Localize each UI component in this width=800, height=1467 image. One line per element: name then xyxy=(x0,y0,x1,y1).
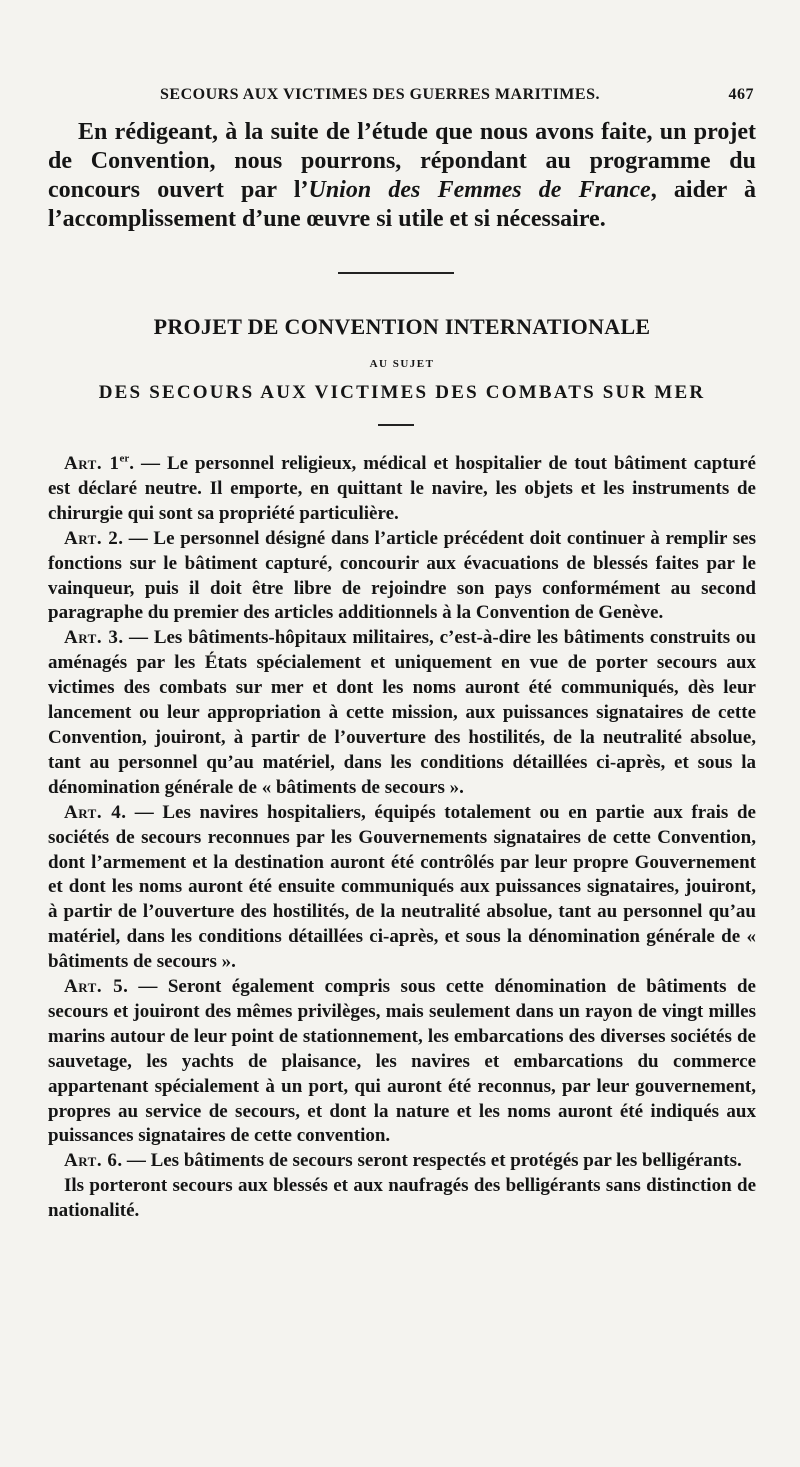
article-label: Art. 5 xyxy=(64,976,124,998)
article-text: . — Seront également compris sous cette dénomination de bâtiments de secours et jouiront des mêmes privilèges, mais seulement dans un rayon de vingt milles marins autour de leur point de stationnement, les embarcations des diverses sociétés de sauvetage, les yachts de plaisance, les navires et embarcations du commerce appartenant spécialement à un port, qui auront été reconnus, par leur gouvernement, propres au service de secours, et dont la nature et les noms auront été indiqués aux puissances signataires de cette convention. xyxy=(48,976,756,1147)
separator-rule xyxy=(338,272,454,274)
article-6-continuation xyxy=(48,1174,756,1224)
article-3 xyxy=(48,626,756,800)
page-number: 467 xyxy=(728,86,754,103)
section-title-line2: DES SECOURS AUX VICTIMES DES COMBATS SUR MER xyxy=(98,382,706,403)
articles-list xyxy=(48,452,756,1224)
article-text: . — Le personnel désigné dans l’article précédent doit continuer à remplir ses fonctions sur le bâtiment capturé, concourir aux évacuations de blessés faites par le vainqueur, puis il doit être libre de rejoindre son pays conformément au second paragraphe du premier des articles additionnels à la Convention de Genève. xyxy=(48,527,756,624)
intro-paragraph xyxy=(48,118,756,234)
article-2 xyxy=(48,527,756,627)
intro-italic-org: Union des Femmes de France xyxy=(308,177,651,203)
article-text: . — Le personnel religieux, médical et hospitalier de tout bâtiment capturé est déclaré neutre. Il emporte, en quittant le navire, les objets et les instruments de chirurgie qui sont sa propriété particulière. xyxy=(48,453,756,524)
article-label: Art. 3 xyxy=(64,627,119,649)
article-text: . — Les bâtiments-hôpitaux militaires, c’est-à-dire les bâtiments construits ou aménagés par les États spécialement et uniquement en vue de porter secours aux victimes des combats sur mer et dont les noms auront été communiqués, dès leur lancement ou leur appropriation à cette mission, aux puissances signataires de cette Convention, jouiront, à partir de l’ouverture des hostilités, de la neutralité absolue, tant au personnel qu’au matériel, dans les conditions détaillées ci-après, et sous la dénomination générale de « bâtiments de secours ». xyxy=(48,627,756,798)
article-6 xyxy=(48,1149,756,1174)
article-4 xyxy=(48,801,756,975)
section-title: PROJET DE CONVENTION INTERNATIONALE xyxy=(153,314,651,339)
article-text: Ils porteront secours aux blessés et aux naufragés des belligérants sans distinction de nationalité. xyxy=(48,1175,756,1222)
section-subtitle: AU SUJET xyxy=(369,358,435,370)
article-label: Art. 2 xyxy=(64,527,119,549)
article-label: Art. 1 xyxy=(64,453,120,474)
article-5 xyxy=(48,975,756,1149)
intro-text-after: , aider à l’accomplissement d’une œuvre si utile et si nécessaire. xyxy=(48,177,756,232)
running-head-title: SECOURS AUX VICTIMES DES GUERRES MARITIMES. xyxy=(160,86,600,103)
article-superscript: er xyxy=(119,452,130,465)
heading-rule xyxy=(378,424,414,426)
article-label: Art. 4 xyxy=(64,801,122,823)
intro-text-before: En rédigeant, à la suite de l’étude que nous avons faite, un projet de Convention, nous pourrons, répondant au programme du concours ouvert par l’ xyxy=(48,119,756,203)
document-page xyxy=(48,0,756,1467)
article-text: . — Les bâtiments de secours seront respectés et protégés par les belligérants. xyxy=(117,1150,742,1172)
article-label: Art. 6 xyxy=(64,1150,118,1172)
article-text: . — Les navires hospitaliers, équipés totalement ou en partie aux frais de sociétés de secours reconnues par les Gouvernements signataires de cette Convention, dont l’armement et la destination auront été contrôlés par leur propre Gouvernement et dont les noms auront été ensuite communiqués aux puissances signataires, jouiront, à partir de l’ouverture des hostilités, de la neutralité absolue, tant au personnel qu’au matériel, dans les conditions détaillées ci-après, et sous la dénomination générale de « bâtiments de secours ». xyxy=(48,801,756,973)
article-1 xyxy=(48,452,756,527)
